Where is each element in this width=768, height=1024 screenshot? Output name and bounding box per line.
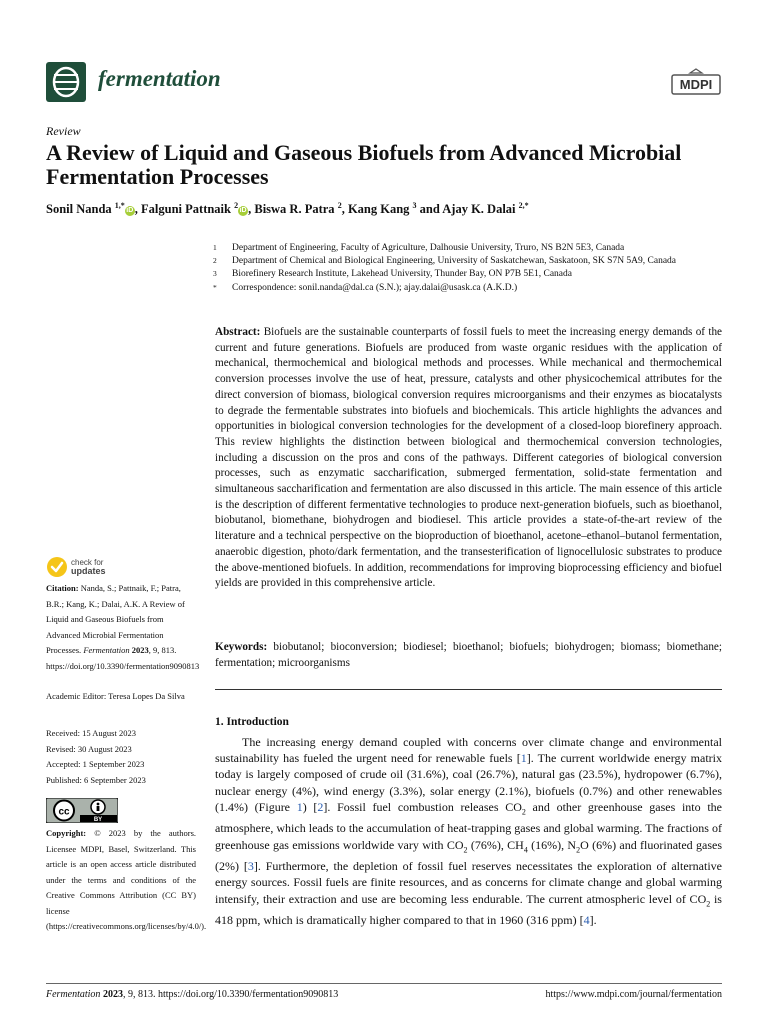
author-name[interactable]: Sonil Nanda — [46, 202, 112, 217]
footer-citation — [46, 989, 338, 1000]
journal-name: fermentation — [98, 66, 221, 91]
author-list: Sonil Nanda $^{1,*}$iD , Falguni Pattnaik $^2$iD , Biswa R. Patra $^2$, Kang Kang $^3$ and Ajay K. Dalai $^{2,*}$ — [46, 201, 529, 217]
publication-dates — [46, 726, 198, 788]
affiliation-mark: 3 — [213, 269, 217, 279]
affiliation-item — [213, 255, 723, 268]
citation-text: Nanda, S.; Pattnaik, F.; Patra, B.R.; Kang, K.; Dalai, A.K. A Review of Liquid and Gaseous Biofuels from Advanced Microbial Fermentation Processes. — [46, 583, 185, 655]
author-affil-mark: 3 — [412, 201, 417, 210]
date-revised: Revised: 30 August 2023 — [46, 743, 132, 754]
intro-text: ]. — [589, 913, 597, 928]
footer-journal: Fermentation — [46, 989, 101, 1000]
introduction-paragraph — [215, 734, 722, 928]
orcid-icon[interactable]: iD — [239, 207, 247, 215]
copyright-text: © 2023 by the authors. Licensee MDPI, Basel, Switzerland. This article is an open access article distributed under the terms and conditions of the Creative Commons Attribution (CC BY) license (https://creativecommons.org/licenses/by/4.0/). — [46, 828, 207, 931]
cc-by-text: BY — [93, 817, 103, 823]
section-heading-introduction: 1. Introduction — [215, 716, 289, 728]
affiliation-mark: * — [213, 282, 217, 292]
citation-link[interactable]: 4 — [583, 913, 590, 928]
affiliations — [213, 242, 723, 295]
copyright-label: Copyright: — [46, 828, 87, 838]
subscript: 2 — [706, 899, 711, 908]
abstract-text: Biofuels are the sustainable counterparts of fossil fuels to meet the increasing energy demands of the current and future generations. Biofuels are produced from waste organic residues with the application of mechanical, thermochemical and biological methods and processes. While mechanical and thermochemical conversion processes involve the use of heat, pressure, catalysts and other physicochemical attributes for the direct conversion of biomass, biological conversion requires microorganisms and their enzymes as biocatalysts to degrade the fermentable substrates into biofuels and biochemicals. This article highlights the advances and opportunities in biological conversion technologies for the development of a closed-loop biorefinery approach. This review highlights the distinction between biological and thermochemical conversion technologies, including a discussion on the pros and cons of the pathways. Different categories of biological conversion processes, such as enzymatic saccharification, submerged fermentation, solid-state fermentation and simultaneous saccharification and fermentation are also discussed in this article. The main essence of this article is the description of different fermentative technologies to produce next-generation biofuels, such as bioethanol, biobutanol, biomethane, biohydrogen and biodiesel. This article provides a state-of-the-art review of the literature and a technical perspective on the bioproduction of bioethanol, acetone–ethanol–butanol fermentation, anaerobic digestion, photo/dark fermentation, and the transesterification of lignocellulosic substrates to produce the above-mentioned biofuels. In addition, recommendations for improving bioprocessing efficiency and biofuel yields are provided in this comprehensive article. — [215, 326, 723, 590]
citation-link[interactable]: 2 — [317, 799, 324, 814]
check-for-updates-badge[interactable] — [46, 556, 136, 578]
abstract-label: Abstract: — [215, 326, 261, 338]
affiliation-item — [213, 268, 723, 281]
mdpi-logo-icon — [670, 68, 722, 96]
date-published: Published: 6 September 2023 — [46, 774, 146, 785]
intro-text: ) [ — [302, 799, 318, 814]
citation-journal: Fermentation — [83, 645, 130, 655]
citation-block — [46, 581, 198, 674]
keywords-text: biobutanol; bioconversion; biodiesel; bioethanol; biofuels; biohydrogen; biomass; biomethane; fermentation; microorganisms — [215, 641, 722, 669]
footer-divider — [46, 983, 722, 984]
date-accepted: Accepted: 1 September 2023 — [46, 759, 145, 769]
article-type: Review — [46, 124, 81, 138]
intro-text: and other greenhouse gases into the atmosphere, which leads to the accumulation of heat-trapping gases and global warming. The fractions of greenhouse gas emissions worldwide vary with CO — [215, 799, 722, 852]
citation-link[interactable]: 3 — [247, 859, 254, 874]
cc-by-license-icon[interactable] — [46, 798, 118, 823]
correspondence-text[interactable]: Correspondence: sonil.nanda@dal.ca (S.N.); ajay.dalai@usask.ca (A.K.D.) — [232, 282, 518, 293]
academic-editor: Academic Editor: Teresa Lopes Da Silva — [46, 691, 185, 701]
orcid-icon[interactable]: iD — [126, 207, 134, 215]
section-divider — [215, 689, 722, 690]
copyright-notice — [46, 826, 207, 935]
author-affil-mark: 1,* — [114, 201, 125, 210]
check-updates-icon — [46, 556, 68, 578]
author-affil-mark: 2,* — [518, 201, 529, 210]
journal-header — [46, 60, 722, 104]
check-line-bold: updates — [71, 566, 106, 576]
author-name[interactable]: Biswa R. Patra — [254, 202, 335, 217]
intro-text: (76%), CH — [467, 837, 524, 852]
check-updates-label — [71, 558, 106, 576]
cc-text: cc — [58, 806, 70, 818]
author-name[interactable]: Ajay K. Dalai — [442, 202, 516, 217]
citation-link[interactable]: 1 — [520, 751, 527, 766]
footer-year: 2023 — [102, 989, 123, 1000]
affiliation-text: Department of Engineering, Faculty of Agriculture, Dalhousie University, Truro, NS B2N 5E3, Canada — [232, 243, 625, 253]
intro-text: ]. Fossil fuel combustion releases CO — [323, 799, 522, 814]
article-title: A Review of Liquid and Gaseous Biofuels from Advanced Microbial Fermentation Processes — [46, 140, 682, 189]
subscript: 4 — [523, 845, 528, 854]
author-affil-mark: 2 — [234, 201, 239, 210]
citation-year: 2023 — [131, 645, 149, 655]
intro-text: ]. The current worldwide energy matrix today is largely composed of crude oil (31.6%), coal (26.7%), natural gas (23.5%), hydropower (6.7%), nuclear energy (4%), wind energy (3.3%), solar energy (2.1%), biofuels (0.7%) and other renewables (1.4%) (Figure — [215, 751, 722, 814]
affiliation-text: Department of Chemical and Biological Engineering, University of Saskatchewan, Saskatoon, SK S7N 5A9, Canada — [232, 256, 677, 267]
date-received: Received: 15 August 2023 — [46, 728, 136, 738]
intro-text: (16%), N — [527, 837, 577, 852]
citation-doi[interactable]: , 9, 813. https://doi.org/10.3390/fermentation9090813 — [46, 645, 200, 671]
intro-text: The increasing energy demand coupled with concerns over climate change and environmental sustainability has fueled the urgent need for renewable fuels [ — [215, 735, 722, 766]
affiliation-item — [213, 282, 723, 295]
abstract — [215, 325, 722, 592]
affiliation-mark: 1 — [213, 243, 217, 252]
subscript: 2 — [576, 845, 581, 854]
citation-label: Citation: — [46, 583, 79, 593]
author-name[interactable]: Falguni Pattnaik — [141, 202, 231, 217]
intro-text: ]. Furthermore, the depletion of fossil fuel reserves necessitates the exploration of alternative energy sources. Fossil fuels are finite resources, and as concerns for climate change and global warming intensify, their extraction and use are becoming less endurable. The current atmospheric level of CO — [215, 859, 722, 906]
intro-text: O (6%) and fluorinated gases (2%) [ — [215, 837, 722, 874]
affiliation-item — [213, 242, 723, 255]
mdpi-text: MDPI — [679, 77, 713, 92]
affiliation-mark: 2 — [213, 256, 217, 266]
keywords-label: Keywords: — [215, 641, 268, 653]
intro-text: is 418 ppm, which is dramatically higher compared to that in 1960 (316 ppm) [ — [215, 891, 722, 928]
check-line: check for — [71, 558, 104, 567]
footer-doi[interactable]: , 9, 813. https://doi.org/10.3390/fermentation9090813 — [122, 989, 339, 1000]
keywords — [215, 640, 722, 671]
affiliation-text: Biorefinery Research Institute, Lakehead University, Thunder Bay, ON P7B 5E1, Canada — [232, 269, 572, 280]
footer-journal-url[interactable]: https://www.mdpi.com/journal/fermentation — [545, 989, 722, 1000]
fermentation-barrel-icon — [46, 62, 86, 102]
subscript: 2 — [463, 845, 468, 854]
subscript: 2 — [521, 807, 526, 817]
figure-link[interactable]: 1 — [296, 799, 303, 814]
author-affil-mark: 2 — [337, 201, 342, 210]
author-name[interactable]: Kang Kang — [347, 202, 410, 217]
